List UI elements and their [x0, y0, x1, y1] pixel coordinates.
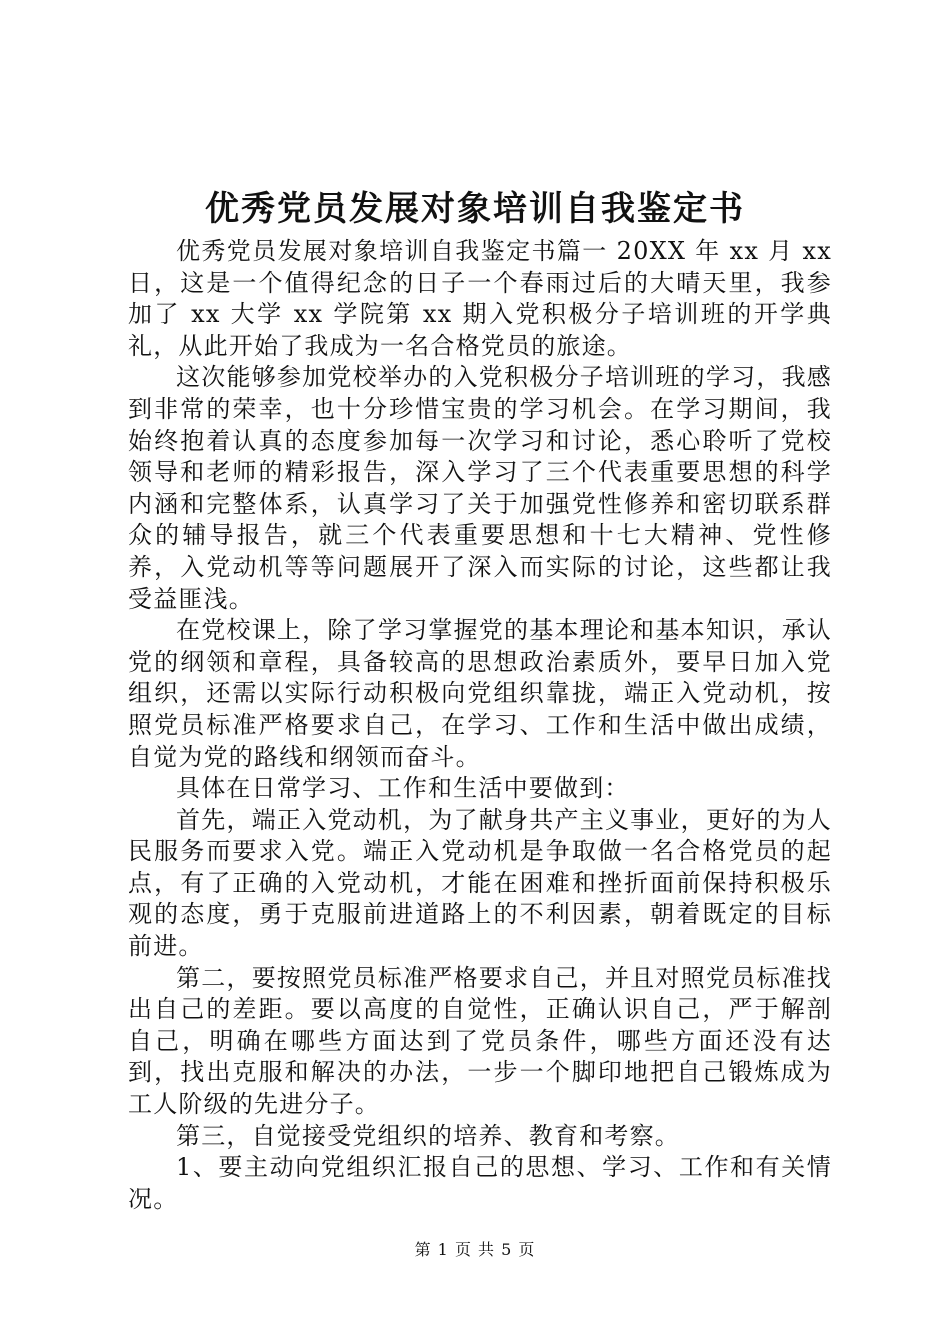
paragraph: 这次能够参加党校举办的入党积极分子培训班的学习，我感到非常的荣幸，也十分珍惜宝贵的学习机会。在学习期间，我始终抱着认真的态度参加每一次学习和讨论，悉心聆听了党校领导和老师的精彩报告，深入学习了三个代表重要思想的科学内涵和完整体系，认真学习了关于加强党性修养和密切联系群众的辅导报告，就三个代表重要思想和十七大精神、党性修养，入党动机等等问题展开了深入而实际的讨论，这些都让我受益匪浅。	[128, 363, 832, 613]
paragraph: 1、要主动向党组织汇报自己的思想、学习、工作和有关情况。	[128, 1153, 832, 1213]
page-number-footer: 第 1 页 共 5 页	[414, 1240, 536, 1259]
paragraph: 具体在日常学习、工作和生活中要做到：	[176, 774, 630, 803]
paragraph: 第三，自觉接受党组织的培养、教育和考察。	[176, 1121, 680, 1150]
paragraph: 在党校课上，除了学习掌握党的基本理论和基本知识，承认党的纲领和章程，具备较高的思想政治素质外，要早日加入党组织，还需以实际行动积极向党组织靠拢，端正入党动机，按照党员标准严格要求自己，在学习、工作和生活中做出成绩，自觉为党的路线和纲领而奋斗。	[128, 616, 832, 771]
document-title: 优秀党员发展对象培训自我鉴定书	[205, 189, 745, 229]
paragraph: 第二，要按照党员标准严格要求自己，并且对照党员标准找出自己的差距。要以高度的自觉性，正确认识自己，严于解剖自己，明确在哪些方面达到了党员条件，哪些方面还没有达到，找出克服和解决的办法，一步一个脚印地把自己锻炼成为工人阶级的先进分子。	[128, 963, 832, 1119]
paragraph: 首先，端正入党动机，为了献身共产主义事业，更好的为人民服务而要求入党。端正入党动机是争取做一名合格党员的起点，有了正确的入党动机，才能在困难和挫折面前保持积极乐观的态度，勇于克服前进道路上的不利因素，朝着既定的目标前进。	[128, 805, 832, 961]
document-body	[128, 236, 832, 1215]
paragraph: 优秀党员发展对象培训自我鉴定书篇一 20XX 年 xx 月 xx 日，这是一个值得纪念的日子一个春雨过后的大晴天里，我参加了 xx 大学 xx 学院第 xx 期入党积极分子培训班的开学典礼，从此开始了我成为一名合格党员的旅途。	[128, 237, 832, 360]
